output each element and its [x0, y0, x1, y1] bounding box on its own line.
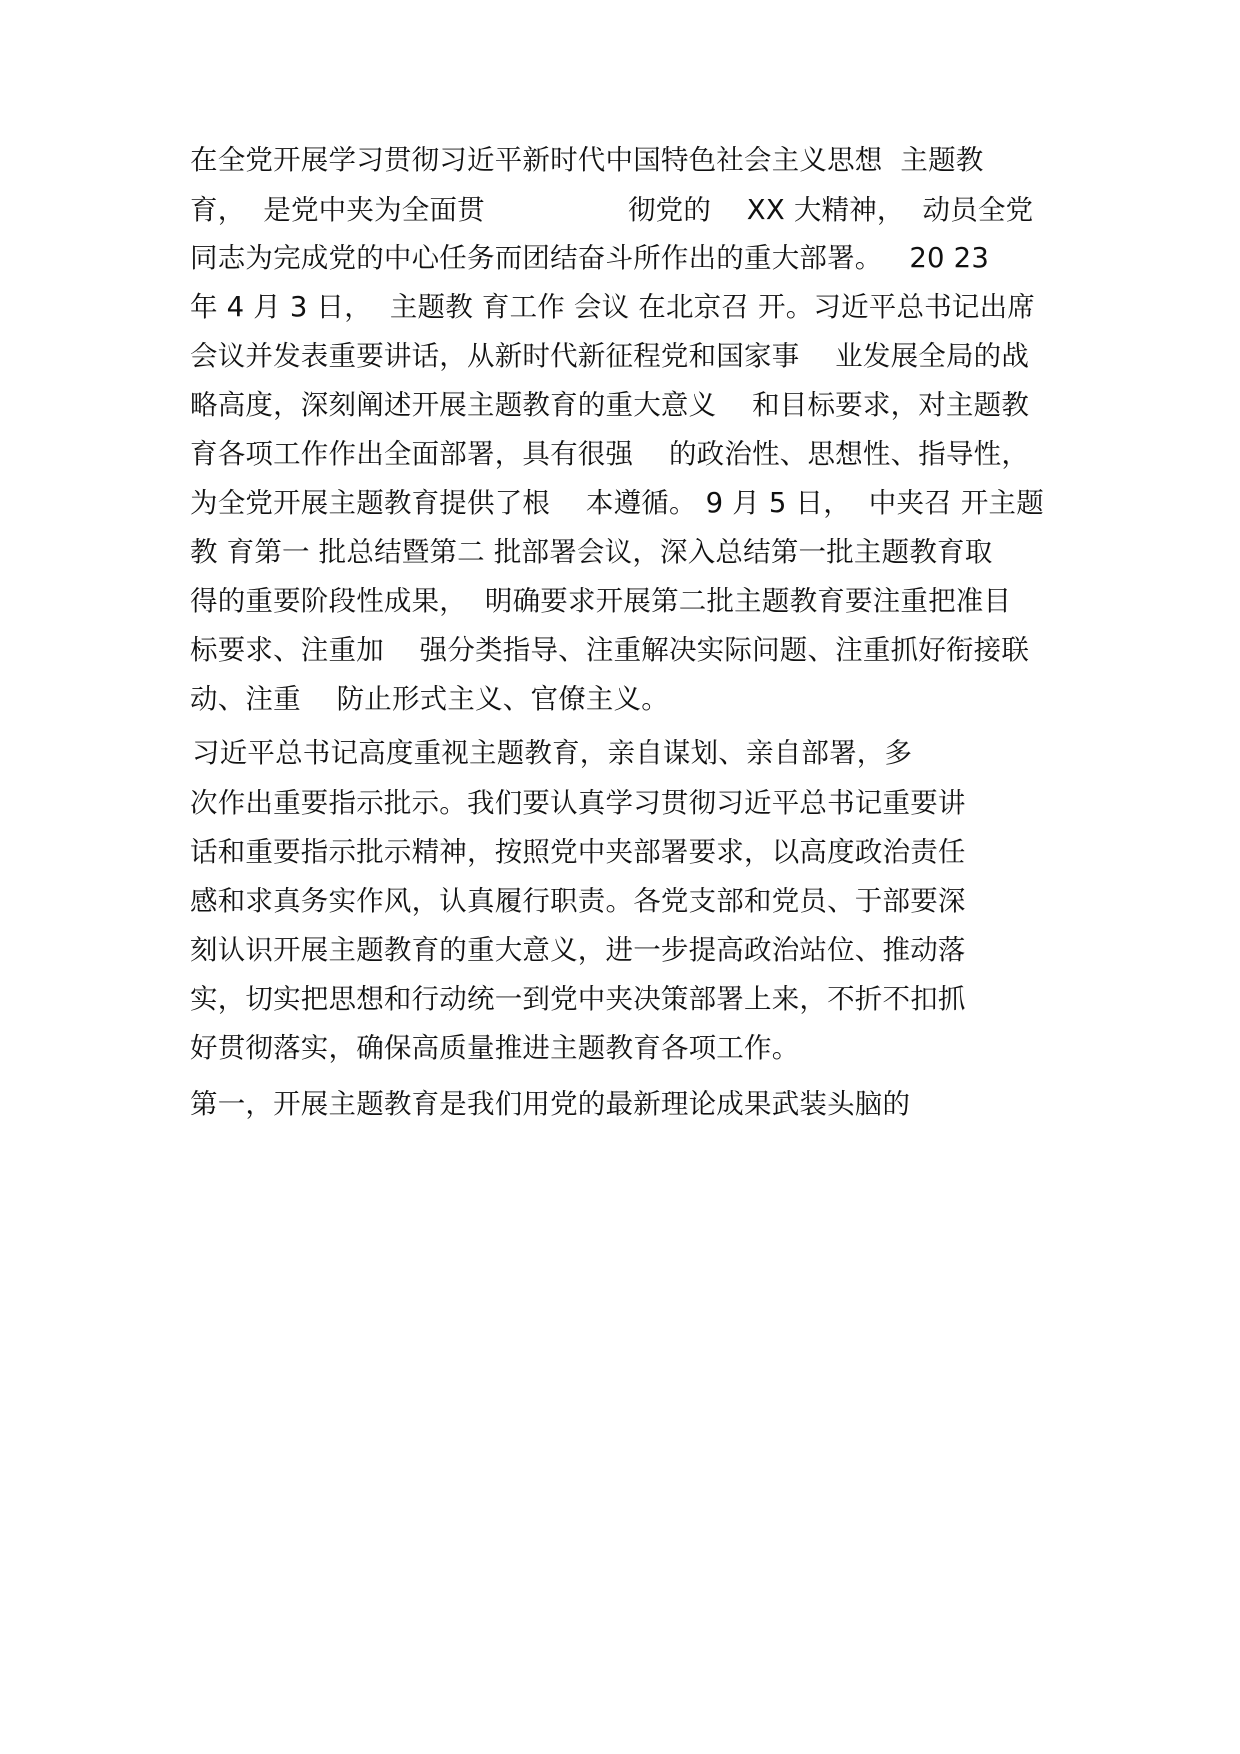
paragraph-1-line-10: 得的重要阶段性成果， 明确要求开展第二批主题教育要注重把准目 — [190, 585, 1012, 617]
paragraph-2-line-5: 刻认识开展主题教育的重大意义，进一步提高政治站位、推动落 — [190, 934, 966, 966]
paragraph-1-line-1: 在全党开展学习贯彻习近平新时代中国特色社会主义思想 主题教 — [190, 144, 984, 176]
paragraph-1-line-2: 育， 是党中夹为全面贯 彻党的 XX 大精神， 动员全党 — [190, 194, 1034, 226]
paragraph-1-line-7: 育各项工作作出全面部署，具有很强 的政治性、思想性、指导性， — [190, 438, 1030, 470]
paragraph-2-line-6: 实，切实把思想和行动统一到党中夹决策部署上来，不折不扣抓 — [190, 983, 966, 1015]
paragraph-1-line-11: 标要求、注重加 强分类指导、注重解决实际问题、注重抓好衔接联 — [190, 634, 1030, 666]
paragraph-2-line-2: 次作出重要指示批示。我们要认真学习贯彻习近平总书记重要讲 — [190, 787, 966, 819]
paragraph-1-line-3: 同志为完成党的中心任务而团结奋斗所作出的重大部署。 20 23 — [190, 242, 990, 274]
paragraph-1-line-12: 动、注重 防止形式主义、官僚主义。 — [190, 683, 669, 715]
paragraph-2-line-4: 感和求真务实作风，认真履行职责。各党支部和党员、于部要深 — [190, 885, 966, 917]
paragraph-1-line-5: 会议并发表重要讲话，从新时代新征程党和国家事 业发展全局的战 — [190, 340, 1030, 372]
paragraph-2-line-7: 好贯彻落实，确保高质量推进主题教育各项工作。 — [190, 1032, 800, 1064]
paragraph-3-line-1: 第一，开展主题教育是我们用党的最新理论成果武装头脑的 — [190, 1088, 911, 1120]
paragraph-1-line-4: 年 4 月 3 日， 主题教 育工作 会议 在北京召 开。习近平总书记出席 — [190, 291, 1036, 323]
paragraph-1-line-9: 教 育第一 批总结暨第二 批部署会议，深入总结第一批主题教育取 — [190, 536, 993, 568]
paragraph-2-line-3: 话和重要指示批示精神，按照党中夹部署要求，以高度政治责任 — [190, 836, 966, 868]
paragraph-2-line-1: 习近平总书记高度重视主题教育，亲自谋划、亲自部署，多 — [192, 737, 913, 769]
paragraph-1-line-8: 为全党开展主题教育提供了根 本遵循。 9 月 5 日， 中夹召 开主题 — [190, 487, 1044, 519]
paragraph-1-line-6: 略高度，深刻阐述开展主题教育的重大意义 和目标要求，对主题教 — [190, 389, 1030, 421]
